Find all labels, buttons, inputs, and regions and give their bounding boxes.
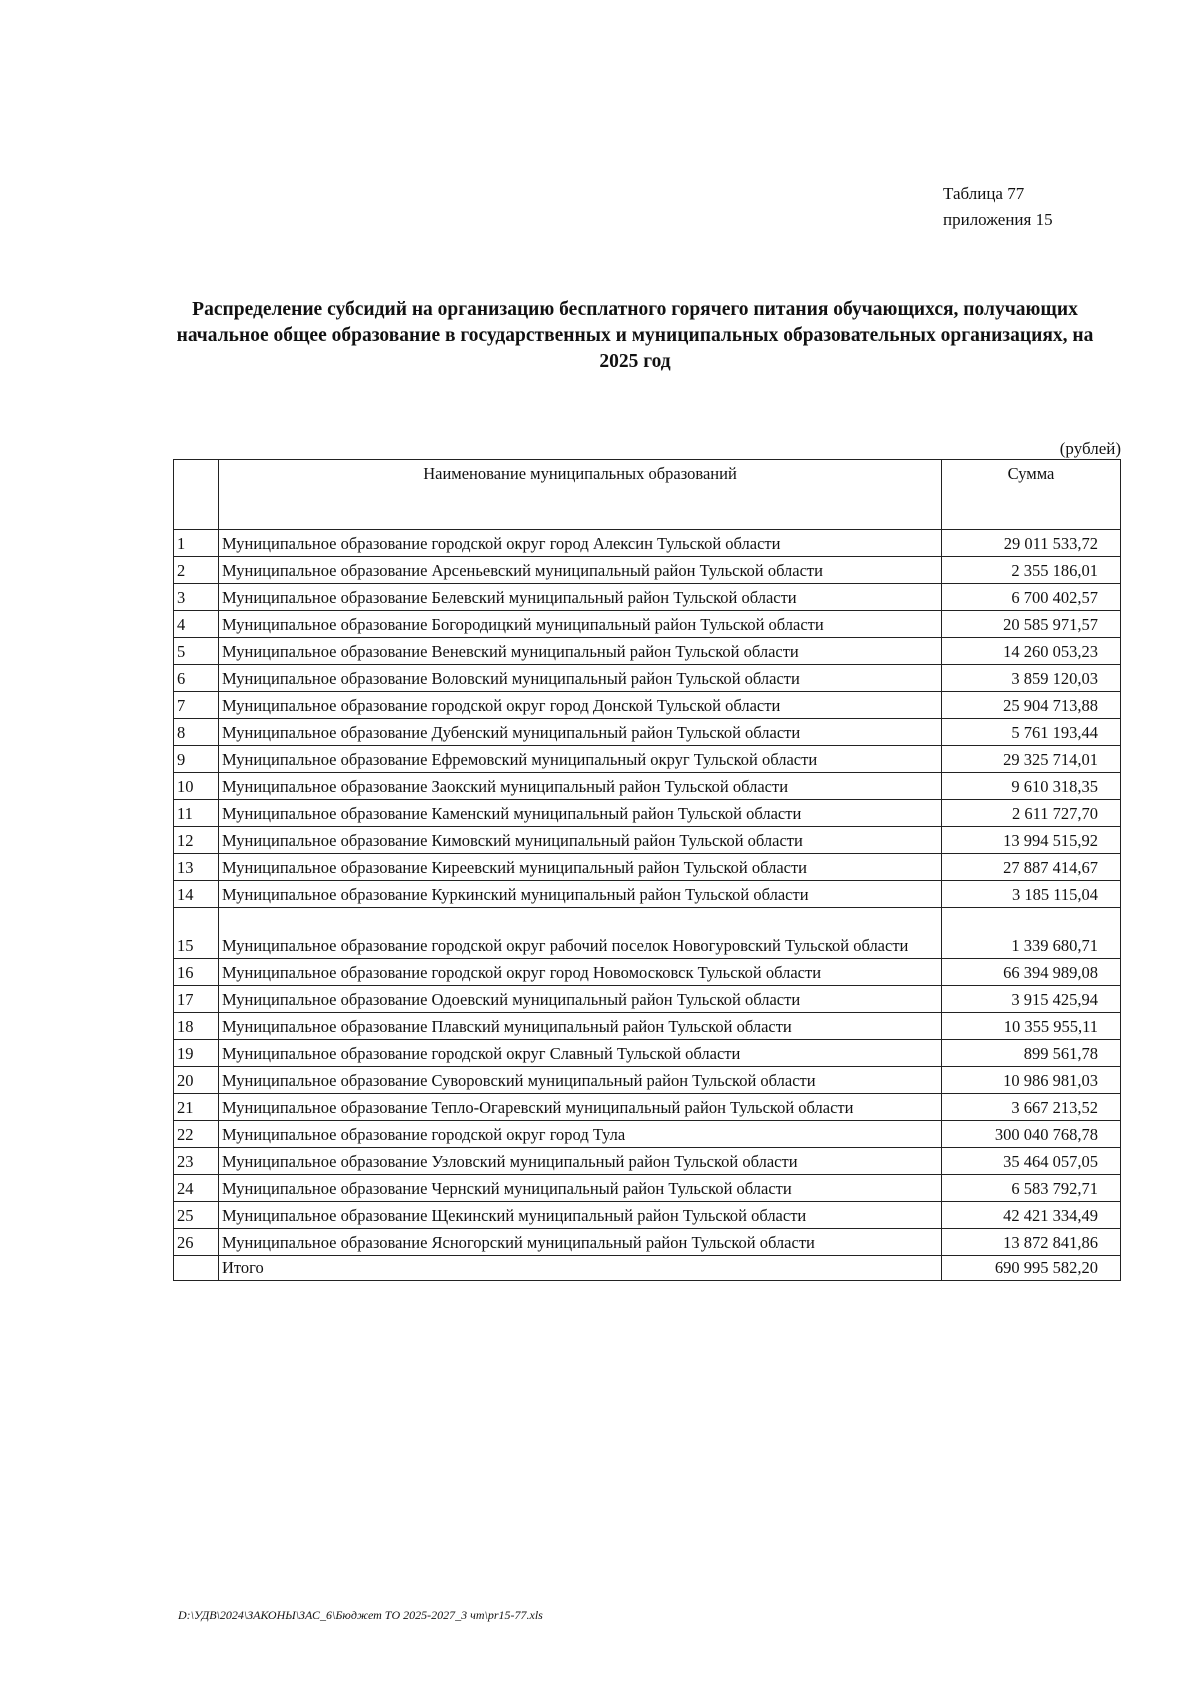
row-sum: 5 761 193,44: [942, 719, 1121, 746]
row-number: 14: [174, 881, 219, 908]
appendix-label: приложения 15: [943, 210, 1053, 229]
row-number: 25: [174, 1202, 219, 1229]
row-sum: 899 561,78: [942, 1040, 1121, 1067]
row-sum: 1 339 680,71: [942, 908, 1121, 959]
table-row: [174, 908, 1121, 959]
row-number: 8: [174, 719, 219, 746]
table-label: Таблица 77: [943, 184, 1025, 203]
row-name: Муниципальное образование Тепло-Огаревский муниципальный район Тульской области: [219, 1094, 942, 1121]
table-row: [174, 800, 1121, 827]
table-row: [174, 1175, 1121, 1202]
row-name: Муниципальное образование городской округ Славный Тульской области: [219, 1040, 942, 1067]
table-reference: [943, 181, 1053, 233]
table-row: [174, 1067, 1121, 1094]
table-row: [174, 773, 1121, 800]
row-sum: 300 040 768,78: [942, 1121, 1121, 1148]
row-sum: 29 325 714,01: [942, 746, 1121, 773]
row-number: 15: [174, 908, 219, 959]
table-row: [174, 1229, 1121, 1256]
table-row: [174, 584, 1121, 611]
row-number: 12: [174, 827, 219, 854]
total-sum: 690 995 582,20: [942, 1256, 1121, 1281]
row-number: 7: [174, 692, 219, 719]
row-name: Муниципальное образование городской округ город Тула: [219, 1121, 942, 1148]
row-number: 23: [174, 1148, 219, 1175]
row-name: Муниципальное образование Заокский муниципальный район Тульской области: [219, 773, 942, 800]
row-name: Муниципальное образование Белевский муниципальный район Тульской области: [219, 584, 942, 611]
row-number: 6: [174, 665, 219, 692]
table-row: [174, 557, 1121, 584]
row-name: Муниципальное образование Каменский муниципальный район Тульской области: [219, 800, 942, 827]
table-row: [174, 692, 1121, 719]
row-number: 13: [174, 854, 219, 881]
row-number: 22: [174, 1121, 219, 1148]
row-sum: 3 859 120,03: [942, 665, 1121, 692]
row-name: Муниципальное образование Богородицкий муниципальный район Тульской области: [219, 611, 942, 638]
table-row: [174, 638, 1121, 665]
row-sum: 27 887 414,67: [942, 854, 1121, 881]
row-name: Муниципальное образование городской округ город Алексин Тульской области: [219, 530, 942, 557]
table-header-row: [174, 460, 1121, 530]
row-name: Муниципальное образование Дубенский муниципальный район Тульской области: [219, 719, 942, 746]
row-name: Муниципальное образование Ефремовский муниципальный округ Тульской области: [219, 746, 942, 773]
row-name: Муниципальное образование городской округ город Новомосковск Тульской области: [219, 959, 942, 986]
row-name: Муниципальное образование Узловский муниципальный район Тульской области: [219, 1148, 942, 1175]
row-number: 1: [174, 530, 219, 557]
table-row: [174, 959, 1121, 986]
table-row: [174, 665, 1121, 692]
row-sum: 10 355 955,11: [942, 1013, 1121, 1040]
row-number: 24: [174, 1175, 219, 1202]
row-name: Муниципальное образование Щекинский муниципальный район Тульской области: [219, 1202, 942, 1229]
file-path-footer: D:\УДВ\2024\ЗАКОНЫ\ЗАС_6\Бюджет ТО 2025-2027_3 чт\pr15-77.xls: [178, 1608, 543, 1622]
header-number-cell: [174, 460, 219, 530]
table-row: [174, 611, 1121, 638]
row-number: 21: [174, 1094, 219, 1121]
row-number: 10: [174, 773, 219, 800]
row-sum: 29 011 533,72: [942, 530, 1121, 557]
table-row: [174, 1094, 1121, 1121]
table-row: [174, 746, 1121, 773]
row-name: Муниципальное образование Суворовский муниципальный район Тульской области: [219, 1067, 942, 1094]
row-sum: 13 994 515,92: [942, 827, 1121, 854]
row-sum: 3 667 213,52: [942, 1094, 1121, 1121]
subsidy-table: [173, 459, 1121, 1281]
document-title: Распределение субсидий на организацию бесплатного горячего питания обучающихся, получающих начальное общее образование в государственных и муниципальных образовательных организациях, на 2025 год: [176, 299, 1094, 372]
row-name: Муниципальное образование Куркинский муниципальный район Тульской области: [219, 881, 942, 908]
row-sum: 20 585 971,57: [942, 611, 1121, 638]
row-number: 11: [174, 800, 219, 827]
table-row: [174, 1148, 1121, 1175]
table-row: [174, 1121, 1121, 1148]
row-name: Муниципальное образование городской округ рабочий поселок Новогуровский Тульской области: [219, 908, 942, 959]
row-name: Муниципальное образование Кимовский муниципальный район Тульской области: [219, 827, 942, 854]
row-name: Муниципальное образование Арсеньевский муниципальный район Тульской области: [219, 557, 942, 584]
row-number: 3: [174, 584, 219, 611]
table-row: [174, 986, 1121, 1013]
row-name: Муниципальное образование Веневский муниципальный район Тульской области: [219, 638, 942, 665]
table-row: [174, 1040, 1121, 1067]
row-sum: 2 355 186,01: [942, 557, 1121, 584]
header-name-cell: Наименование муниципальных образований: [219, 460, 942, 530]
row-name: Муниципальное образование Одоевский муниципальный район Тульской области: [219, 986, 942, 1013]
total-number-cell: [174, 1256, 219, 1281]
row-name: Муниципальное образование Воловский муниципальный район Тульской области: [219, 665, 942, 692]
table-row: [174, 854, 1121, 881]
row-name: Муниципальное образование Плавский муниципальный район Тульской области: [219, 1013, 942, 1040]
row-sum: 2 611 727,70: [942, 800, 1121, 827]
row-sum: 13 872 841,86: [942, 1229, 1121, 1256]
row-sum: 25 904 713,88: [942, 692, 1121, 719]
row-number: 26: [174, 1229, 219, 1256]
table-row: [174, 530, 1121, 557]
row-number: 18: [174, 1013, 219, 1040]
row-sum: 66 394 989,08: [942, 959, 1121, 986]
table-row: [174, 719, 1121, 746]
table-row: [174, 881, 1121, 908]
row-name: Муниципальное образование Ясногорский муниципальный район Тульской области: [219, 1229, 942, 1256]
row-name: Муниципальное образование Киреевский муниципальный район Тульской области: [219, 854, 942, 881]
row-name: Муниципальное образование городской округ город Донской Тульской области: [219, 692, 942, 719]
header-sum-cell: Сумма: [942, 460, 1121, 530]
row-number: 20: [174, 1067, 219, 1094]
row-number: 2: [174, 557, 219, 584]
row-sum: 42 421 334,49: [942, 1202, 1121, 1229]
row-number: 5: [174, 638, 219, 665]
row-number: 4: [174, 611, 219, 638]
table-body: [174, 530, 1121, 1256]
units-label: (рублей): [1059, 439, 1121, 458]
row-sum: 3 185 115,04: [942, 881, 1121, 908]
row-name: Муниципальное образование Чернский муниципальный район Тульской области: [219, 1175, 942, 1202]
row-number: 9: [174, 746, 219, 773]
row-sum: 6 583 792,71: [942, 1175, 1121, 1202]
row-number: 17: [174, 986, 219, 1013]
total-row: [174, 1256, 1121, 1281]
row-sum: 9 610 318,35: [942, 773, 1121, 800]
row-sum: 6 700 402,57: [942, 584, 1121, 611]
total-label: Итого: [219, 1256, 942, 1281]
table-row: [174, 1202, 1121, 1229]
row-sum: 35 464 057,05: [942, 1148, 1121, 1175]
row-sum: 3 915 425,94: [942, 986, 1121, 1013]
row-sum: 10 986 981,03: [942, 1067, 1121, 1094]
row-sum: 14 260 053,23: [942, 638, 1121, 665]
table-row: [174, 827, 1121, 854]
row-number: 19: [174, 1040, 219, 1067]
row-number: 16: [174, 959, 219, 986]
table-row: [174, 1013, 1121, 1040]
